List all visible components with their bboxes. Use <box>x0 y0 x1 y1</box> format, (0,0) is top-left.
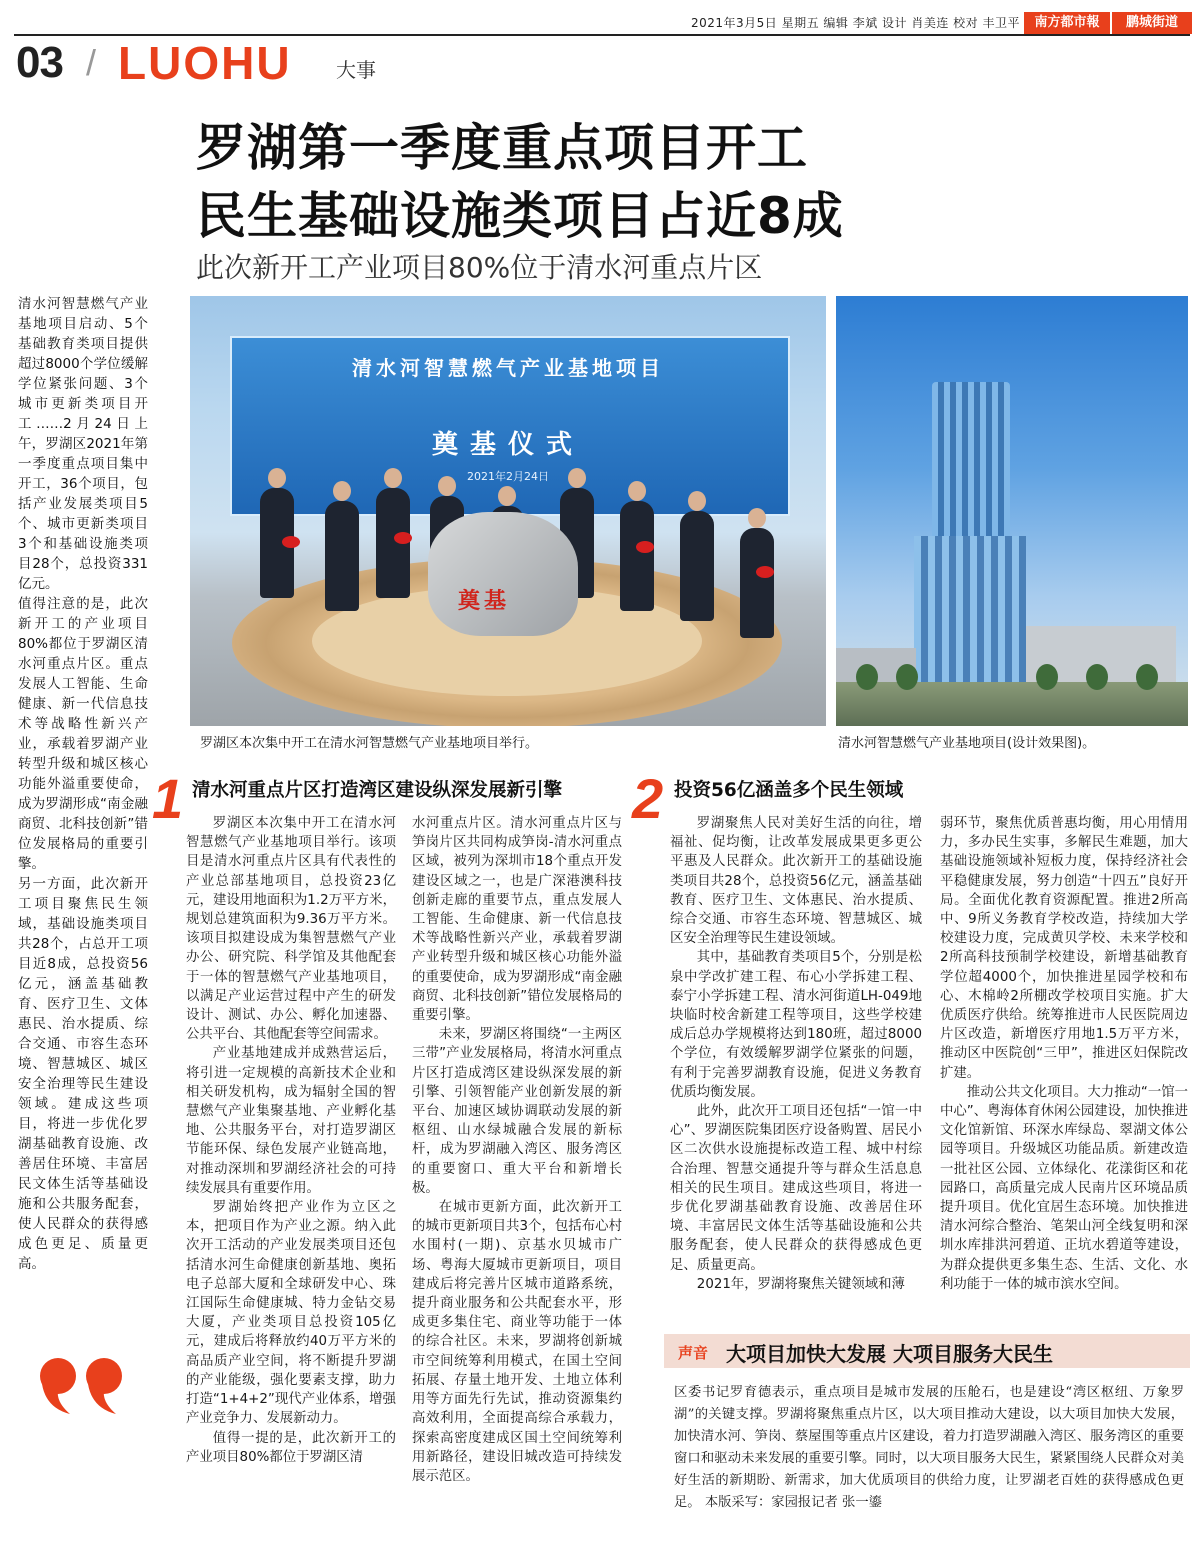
section-number: 1 <box>152 767 184 830</box>
lead-sidebar <box>18 294 148 1274</box>
column-logo: 鹏城街道 <box>1112 12 1192 34</box>
participant <box>740 528 774 638</box>
tree-icon <box>896 664 918 690</box>
ground <box>836 682 1188 726</box>
article-paragraph: 未来，罗湖区将围绕“一主两区三带”产业发展格局，将清水河重点片区打造成湾区建设纵深发展的新引擎、引领智能产业创新发展的新平台、加速区域协调联动发展的新枢纽、山水绿城融合发展的新标杆，成为罗湖融入湾区、服务湾区的重要窗口、重大平台和新增长极。 <box>412 1027 622 1196</box>
byline: 本版采写：家园报记者 张一鎏 <box>704 1495 882 1510</box>
voice-body <box>674 1382 1184 1514</box>
page-number: 03 <box>16 38 63 87</box>
foundation-stone <box>428 512 578 636</box>
article-paragraph: 其中，基础教育类项目5个，分别是松泉中学改扩建工程、布心小学拆建工程、泰宁小学拆建工程、清水河街道LH-049地块临时校舍新建工程等项目，这些学校建成后总办学规模将达到180班，超过8000个学位，有效缓解罗湖学位紧张的问题，有利于完善罗湖教育设施，促进义务教育优质均衡发展。 <box>670 950 922 1100</box>
article-paragraph: 此外，此次开工项目还包括“一馆一中心”、罗湖医院集团医疗设备购置、居民小区二次供水设施提标改造工程、城中村综合治理、智慧交通提升等与群众生活息息相关的民生项目。建成这些项目，将进一步优化罗湖基础教育设施、改善居住环境、丰富居民文体生活等基础设施和公共服务配套，使人民群众的获得感成色更足、质量更高。 <box>670 1104 922 1273</box>
participant <box>325 501 359 611</box>
slash-divider: / <box>86 42 97 83</box>
red-ribbon-icon <box>282 536 300 548</box>
section-title: LUOHU <box>118 37 292 89</box>
red-ribbon-icon <box>636 541 654 553</box>
section-heading: 投资56亿涵盖多个民生领域 <box>674 780 904 801</box>
article-column-4 <box>940 814 1188 1294</box>
article-paragraph: 产业基地建成并成熟营运后，将引进一定规模的高新技术企业和相关研发机构，成为辐射全国的智慧燃气产业集聚基地、产业孵化基地、公共服务平台，对打造罗湖区节能环保、绿色发展产业链高地，对推动深圳和罗湖经济社会的可持续发展具有重要作用。 <box>186 1046 396 1196</box>
tower-podium <box>914 536 1026 686</box>
photo-caption-right: 清水河智慧燃气产业基地项目(设计效果图)。 <box>838 736 1096 751</box>
issue-meta: 2021年3月5日 星期五 编辑 李斌 设计 肖美连 校对 丰卫平 <box>690 16 1020 30</box>
red-ribbon-icon <box>394 532 412 544</box>
stage-title: 清水河智慧燃气产业基地项目 <box>352 356 664 380</box>
red-ribbon-icon <box>756 566 774 578</box>
article-paragraph: 2021年，罗湖将聚焦关键领域和薄 <box>696 1276 905 1292</box>
tower-rendering-photo <box>836 296 1188 726</box>
foundation-stone-label: 奠基 <box>458 589 511 614</box>
stage-title-ceremony: 奠基仪式 <box>431 430 584 460</box>
tree-icon <box>1036 664 1058 690</box>
subheadline: 此次新开工产业项目80%位于清水河重点片区 <box>196 251 763 284</box>
headline-line-1: 罗湖第一季度重点项目开工 <box>196 119 808 177</box>
headline-line-2: 民生基础设施类项目占近8成 <box>196 187 844 245</box>
participant <box>680 511 714 621</box>
section-subtitle: 大事 <box>336 58 376 82</box>
section-heading: 清水河重点片区打造湾区建设纵深发展新引擎 <box>192 780 563 801</box>
article-paragraph: 推动公共文化项目。大力推动“一馆一中心”、粤海体育休闲公园建设，加快推进文化馆新馆、环深水库绿岛、翠湖文体公园等项目。升级城区功能品质。新建改造一批社区公园、立体绿化、花漾街区和花园路口，高质量完成人民南片区环境品质提升项目。优化宜居生态环境。加快推进清水河综合整治、笔架山河全线复明和深圳水库排洪河碧道、正坑水碧道等建设，为群众提供更多集生态、生活、文化、水利功能于一体的城市滨水空间。 <box>940 1084 1188 1292</box>
sidebar-paragraph: 值得注意的是，此次新开工的产业项目80%都位于罗湖区清水河重点片区。重点发展人工智能、生命健康、新一代信息技术等战略性新兴产业，承载着罗湖产业转型升级和城区核心功能外溢重要使命，成为罗湖形成“南金融商贸、北科技创新”错位发展格局的重要引擎。 <box>18 596 148 872</box>
article-column-3 <box>670 814 922 1294</box>
tree-icon <box>1136 664 1158 690</box>
sidebar-paragraph: 清水河智慧燃气产业基地项目启动、5个基础教育类项目提供超过8000个学位缓解学位紧张问题、3个城市更新类项目开工……2月24日上午，罗湖区2021年第一季度重点项目集中开工，36个项目，包括产业发展类项目5个、城市更新类项目3个和基础设施类项目28个，总投资331亿元。 <box>18 296 148 592</box>
article-paragraph: 值得一提的是，此次新开工的产业项目80%都位于罗湖区清 <box>186 1430 396 1465</box>
voice-box <box>664 1334 1190 1534</box>
section-number: 2 <box>632 767 664 830</box>
stage-date: 2021年2月24日 <box>467 470 549 483</box>
voice-tag: 声音 <box>678 1344 709 1362</box>
article-paragraph: 罗湖始终把产业作为立区之本，把项目作为产业之源。纳入此次开工活动的产业发展类项目还包括清水河生命健康创新基地、奥拓电子总部大厦和全球研发中心、珠江国际生命健康城、特力金钻交易大厦，产业类项目总投资105亿元，建成后将释放约40万平方米的高品质产业空间，将不断提升罗湖的产业能级，强化要素支撑，助力打造“1+4+2”现代产业体系，增强产业竞争力、发展新动力。 <box>186 1200 396 1427</box>
top-bar <box>0 12 1200 36</box>
tree-icon <box>856 664 878 690</box>
article-paragraph: 在城市更新方面，此次新开工的城市更新项目共3个，包括布心村水围村(一期)、京基水贝城市广场、粤海大厦城市更新项目，项目建成后将完善片区城市道路系统，提升商业服务和公共配套水平，形成更多集住宅、商业等功能于一体的综合社区。未来，罗湖将创新城市空间统筹利用模式，在国土空间拓展、存量土地开发、土地立体利用等方面先行先试，推动资源集约高效利用，全面提高综合承载力，探索高密度建成区国土空间统筹利用新路径，建设旧城改造可持续发展示范区。 <box>412 1200 622 1484</box>
article-paragraph: 水河重点片区。清水河重点片区与笋岗片区共同构成笋岗-清水河重点区域，被列为深圳市18个重点开发建设区域之一，也是广深港澳科技创新走廊的重要节点，重点发展人工智能、生命健康、新一代信息技术等战略性新兴产业，承载着罗湖产业转型升级和城区核心功能外溢的重要使命，成为罗湖形成“南金融商贸、北科技创新”错位发展格局的重要引擎。 <box>412 816 622 1024</box>
article-paragraph: 弱环节，聚焦优质普惠均衡，用心用情用力，多办民生实事，多解民生难题，加大基础设施领域补短板力度，保持经济社会平稳健康发展，努力创造“十四五”良好开局。全面优化教育资源配置。推进2所高中、9所义务教育学校改造，持续加大学校建设力度，完成黄贝学校、未来学校和2所高科技预制学校建设，新增基础教育学位超4000个，加快推进星园学校和布心、木棉岭2所棚改学校项目实施。扩大优质医疗供给。统筹推进市人民医院周边片区改造，新增医疗用地1.5万平方米，推动区中医院创“三甲”，推进区妇保院改扩建。 <box>940 816 1188 1081</box>
participant <box>620 501 654 611</box>
article-paragraph: 罗湖区本次集中开工在清水河智慧燃气产业基地项目举行。该项目是清水河重点片区具有代表性的产业总部基地项目，总投资23亿元，建设用地面积为1.2万平方米，规划总建筑面积为9.36万平方米。该项目拟建设成为集智慧燃气产业办公、研究院、科学馆及其他配套于一体的智慧燃气产业基地项目，以满足产业运营过程中产生的研发设计、测试、办公、孵化加速器、公共平台、其他配套等空间需求。 <box>186 816 396 1043</box>
tree-icon <box>1086 664 1108 690</box>
photo-caption-left: 罗湖区本次集中开工在清水河智慧燃气产业基地项目举行。 <box>200 736 539 751</box>
sidebar-paragraph: 另一方面，此次新开工项目聚焦民生领域，基础设施类项目共28个，占总开工项目近8成，总投资56亿元，涵盖基础教育、医疗卫生、文体惠民、治水提质、综合交通、市容生态环境、智慧城区、城区安全治理等民生建设领域。建成这些项目，将进一步优化罗湖基础教育设施、改善居住环境、丰富居民文体生活等基础设施和公共服务配套，使人民群众的获得感成色更足、质量更高。 <box>18 876 148 1272</box>
newspaper-logo: 南方都市報 <box>1024 12 1110 34</box>
quote-mark-icon <box>36 1356 136 1416</box>
article-column-1 <box>186 814 396 1467</box>
article-paragraph: 罗湖聚焦人民对美好生活的向往，增福祉、促均衡，让改革发展成果更多更公平惠及人民群众。此次新开工的基础设施类项目共28个，总投资56亿元，涵盖基础教育、医疗卫生、文体惠民、治水提质、综合交通、市容生态环境、智慧城区、城区安全治理等民生建设领域。 <box>670 816 922 947</box>
ceremony-photo <box>190 296 826 726</box>
voice-text: 区委书记罗育德表示，重点项目是城市发展的压舱石，也是建设“湾区枢纽、万象罗湖”的关键支撑。罗湖将聚焦重点片区，以大项目推动大建设，以大项目加快大发展，加快清水河、笋岗、蔡屋围等重点片区建设，着力打造罗湖融入湾区、服务湾区的重要窗口和驱动未来发展的重要引擎。同时，以大项目服务大民生，紧紧围绕人民群众对美好生活的新期盼、新需求，加大优质项目的供给力度，让罗湖老百姓的获得感成色更足。 <box>674 1385 1184 1510</box>
voice-title: 大项目加快大发展 大项目服务大民生 <box>726 1342 1053 1366</box>
article-column-2 <box>412 814 622 1486</box>
